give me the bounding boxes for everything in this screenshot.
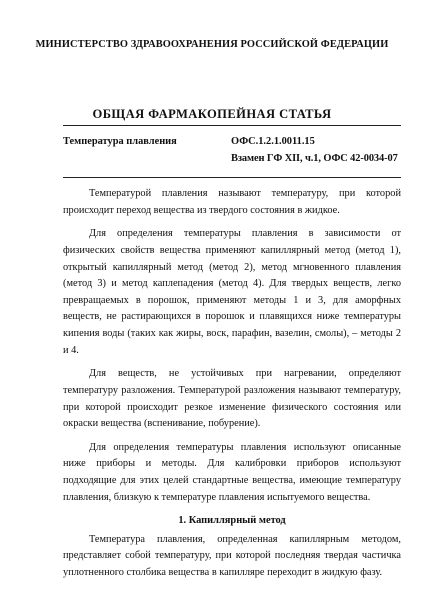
section-heading: 1. Капиллярный метод: [178, 515, 286, 527]
topic-label: Температура плавления: [63, 136, 177, 147]
article-body: [63, 186, 401, 589]
document-title: ОБЩАЯ ФАРМАКОПЕЙНАЯ СТАТЬЯ: [92, 107, 332, 121]
paragraph: Температура плавления, определенная капиллярным методом, представляет собой температуру, при которой последняя твердая частичка уплотненного столбика вещества в капилляре переходит в жидкую фазу.: [63, 533, 401, 578]
document-code: ОФС.1.2.1.0011.15: [231, 136, 315, 147]
paragraph: Для определения температуры плавления в зависимости от физических свойств вещества применяют капиллярный метод (метод 1), открытый капиллярный метод (метод 2), метод мгновенного плавления (метод 3) и метод каплепадения (метод 4). Для твердых веществ, легко превращаемых в порошок, применяют методы 1 и 3, для аморфных веществ, не растирающихся в порошок и плавящихся ниже температуры кипения воды (таких как жиры, воск, парафин, вазелин, смолы), – методы 2 и 4.: [63, 228, 401, 356]
paragraph: Для веществ, не устойчивых при нагревании, определяют температуру разложения. Температурой разложения называют температуру, при которой происходит резкое изменение физического состояния или окраски вещества (вспенивание, побурение).: [63, 368, 401, 430]
paragraph: Для определения температуры плавления используют описанные ниже приборы и методы. Для калибровки приборов используют подходящие для этих целей стандартные вещества, имеющие температуру плавления, близкую к температуре плавления испытуемого вещества.: [63, 441, 401, 503]
replaces-note: Взамен ГФ XII, ч.1, ОФС 42-0034-07: [231, 153, 398, 164]
ministry-heading: МИНИСТЕРСТВО ЗДРАВООХРАНЕНИЯ РОССИЙСКОЙ ФЕДЕРАЦИИ: [35, 39, 389, 50]
top-divider: [63, 125, 401, 126]
bottom-divider: [63, 177, 401, 178]
paragraph: Температурой плавления называют температуру, при которой происходит переход вещества из твердого состояния в жидкое.: [63, 188, 401, 216]
